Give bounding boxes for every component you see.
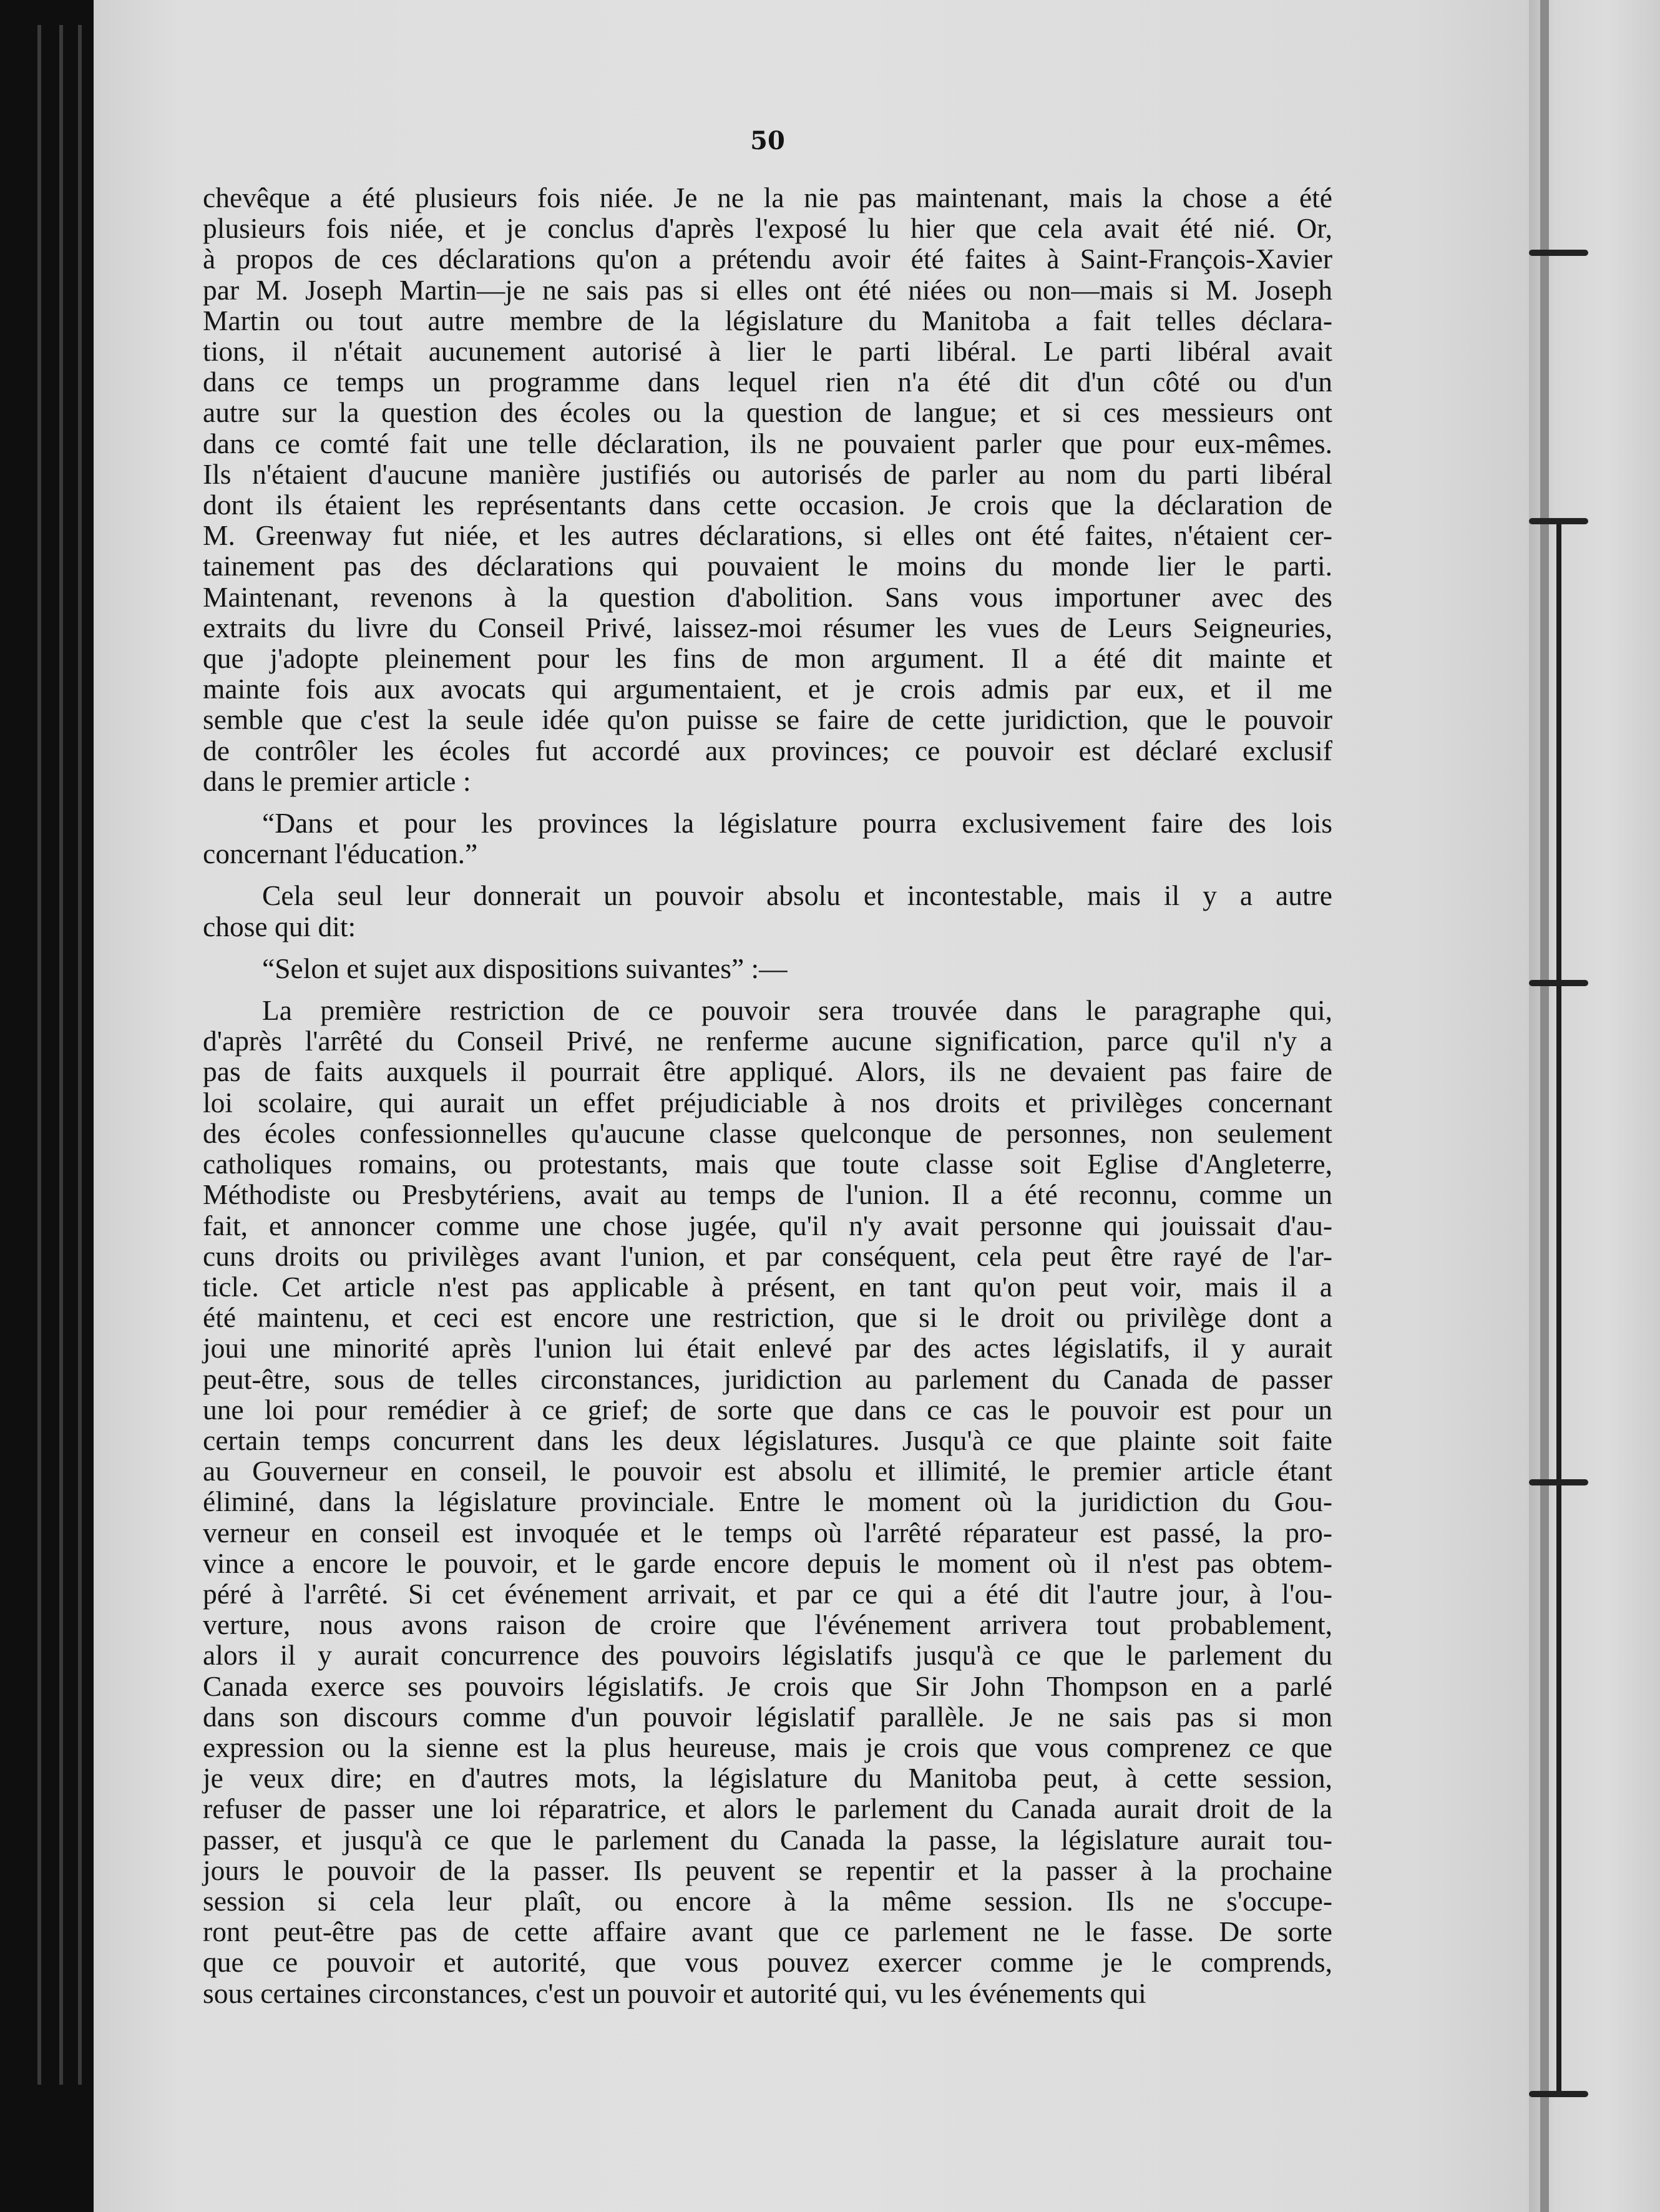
text-line: chevêque a été plusieurs fois niée. Je ne la nie pas maintenant, mais la chose a été	[203, 182, 1332, 213]
text-line: ront peut-être pas de cette affaire avant que ce parlement ne le fasse. De sorte	[203, 1916, 1332, 1948]
text-line: refuser de passer une loi réparatrice, et alors le parlement du Canada aurait droit de la	[203, 1793, 1332, 1825]
text-line: été maintenu, et ceci est encore une restriction, que si le droit ou privilège dont a	[203, 1301, 1332, 1334]
text-line: Maintenant, revenons à la question d'abolition. Sans vous importuner avec des	[203, 580, 1332, 613]
text-line: éliminé, dans la législature provinciale. Entre le moment où la juridiction du Gou-	[203, 1485, 1332, 1518]
text-line: loi scolaire, qui aurait un effet préjudiciable à nos droits et privilèges concernant	[203, 1086, 1332, 1118]
text-line: Canada exerce ses pouvoirs législatifs. Je crois que Sir John Thompson en a parlé	[203, 1670, 1332, 1702]
binding-spine	[1540, 0, 1549, 2212]
text-line: des écoles confessionnelles qu'aucune classe quelconque de personnes, non seulement	[203, 1117, 1332, 1149]
text-line: une loi pour remédier à ce grief; de sorte que dans ce cas le pouvoir est pour un	[203, 1393, 1332, 1426]
text-line: chose qui dit:	[203, 910, 356, 942]
binding-stitch	[1529, 2091, 1588, 2097]
text-line: dont ils étaient les représentants dans cette occasion. Je crois que la déclaration de	[203, 489, 1332, 521]
text-line: “Selon et sujet aux dispositions suivantes” :—	[262, 952, 788, 984]
text-line: que ce pouvoir et autorité, que vous pouvez exercer comme je le comprends,	[203, 1946, 1332, 1979]
left-page-edge	[0, 0, 100, 2212]
text-line: cuns droits ou privilèges avant l'union, et par conséquent, cela peut être rayé de l'ar-	[203, 1240, 1332, 1272]
text-line: Cela seul leur donnerait un pouvoir absolu et incontestable, mais il y a autre	[262, 879, 1332, 912]
text-line: d'après l'arrêté du Conseil Privé, ne renferme aucune signification, parce qu'il n'y a	[203, 1025, 1332, 1057]
text-line: expression ou la sienne est la plus heureuse, mais je crois que vous comprenez ce que	[203, 1731, 1332, 1763]
text-line: verture, nous avons raison de croire que l'événement arrivera tout probablement,	[203, 1608, 1332, 1641]
text-line: plusieurs fois niée, et je conclus d'après l'exposé lu hier que cela avait été nié. Or,	[203, 212, 1332, 245]
text-line: vince a encore le pouvoir, et le garde encore depuis le moment où il n'est pas obtem-	[203, 1547, 1332, 1579]
text-line: par M. Joseph Martin—je ne sais pas si elles ont été niées ou non—mais si M. Joseph	[203, 273, 1332, 306]
text-line: concernant l'éducation.”	[203, 838, 478, 870]
text-line: “Dans et pour les provinces la législature pourra exclusivement faire des lois	[262, 807, 1332, 839]
binding-stitch	[1529, 980, 1588, 986]
text-line: peut-être, sous de telles circonstances, juridiction au parlement du Canada de passer	[203, 1363, 1332, 1395]
text-line: extraits du livre du Conseil Privé, laissez-moi résumer les vues de Leurs Seigneuries,	[203, 611, 1332, 644]
paragraph	[203, 182, 1332, 796]
binding-stitch	[1529, 1479, 1588, 1485]
binding-thread	[1556, 518, 1561, 2097]
text-line: je veux dire; en d'autres mots, la législature du Manitoba peut, à cette session,	[203, 1762, 1332, 1794]
text-line: M. Greenway fut niée, et les autres déclarations, si elles ont été faites, n'étaient cer-	[203, 519, 1332, 552]
text-line: mainte fois aux avocats qui argumentaient, et je crois admis par eux, et il me	[203, 673, 1332, 705]
text-line: au Gouverneur en conseil, le pouvoir est absolu et illimité, le premier article étant	[203, 1455, 1332, 1487]
paragraph	[203, 995, 1332, 2009]
text-line: dans le premier article :	[203, 765, 471, 797]
binding-stitch	[1529, 250, 1588, 256]
binding-stitch	[1529, 518, 1588, 524]
text-line: dans ce comté fait une telle déclaration, ils ne pouvaient parler que pour eux-mêmes.	[203, 427, 1332, 459]
text-line: verneur en conseil est invoquée et le temps où l'arrêté réparateur est passé, la pro-	[203, 1516, 1332, 1549]
text-line: La première restriction de ce pouvoir sera trouvée dans le paragraphe qui,	[262, 994, 1332, 1027]
binding-strip	[1529, 0, 1660, 2212]
page-edge-strip	[37, 25, 41, 2085]
text-line: tainement pas des déclarations qui pouvaient le moins du monde lier le parti.	[203, 550, 1332, 582]
text-line: Ils n'étaient d'aucune manière justifiés ou autorisés de parler au nom du parti libéral	[203, 458, 1332, 490]
text-line: alors il y aurait concurrence des pouvoirs législatifs jusqu'à ce que le parlement du	[203, 1639, 1332, 1671]
paragraph	[203, 880, 1332, 941]
text-line: fait, et annoncer comme une chose jugée, qu'il n'y avait personne qui jouissait d'au-	[203, 1209, 1332, 1241]
paragraph	[203, 953, 1332, 984]
text-line: session si cela leur plaît, ou encore à la même session. Ils ne s'occupe-	[203, 1884, 1332, 1917]
page-edge-strip	[78, 25, 82, 2085]
text-line: dans son discours comme d'un pouvoir législatif parallèle. Je ne sais pas si mon	[203, 1700, 1332, 1733]
text-line: Martin ou tout autre membre de la législature du Manitoba a fait telles déclara-	[203, 304, 1332, 336]
text-line: sous certaines circonstances, c'est un pouvoir et autorité qui, vu les événements qui	[203, 1977, 1146, 2009]
text-line: semble que c'est la seule idée qu'on puisse se faire de cette juridiction, que le pouvoir	[203, 703, 1332, 736]
page-number: 50	[750, 126, 785, 155]
text-line: à propos de ces déclarations qu'on a prétendu avoir été faites à Saint-François-Xavier	[203, 243, 1332, 275]
text-line: pas de faits auxquels il pourrait être appliqué. Alors, ils ne devaient pas faire de	[203, 1055, 1332, 1088]
text-line: ticle. Cet article n'est pas applicable à présent, en tant qu'on peut voir, mais il a	[203, 1270, 1332, 1303]
text-line: tions, il n'était aucunement autorisé à lier le parti libéral. Le parti libéral avait	[203, 335, 1332, 368]
page-edge-strip	[59, 25, 63, 2085]
text-line: autre sur la question des écoles ou la question de langue; et si ces messieurs ont	[203, 396, 1332, 429]
text-line: Méthodiste ou Presbytériens, avait au temps de l'union. Il a été reconnu, comme un	[203, 1178, 1332, 1211]
text-line: que j'adopte pleinement pour les fins de mon argument. Il a été dit mainte et	[203, 642, 1332, 675]
text-line: catholiques romains, ou protestants, mais que toute classe soit Eglise d'Angleterre,	[203, 1148, 1332, 1180]
body-text	[203, 182, 1332, 2009]
paragraph	[203, 808, 1332, 869]
text-line: certain temps concurrent dans les deux législatures. Jusqu'à ce que plainte soit faite	[203, 1424, 1332, 1456]
text-line: de contrôler les écoles fut accordé aux provinces; ce pouvoir est déclaré exclusif	[203, 734, 1332, 766]
text-line: passer, et jusqu'à ce que le parlement du Canada la passe, la législature aurait tou-	[203, 1823, 1332, 1856]
text-line: dans ce temps un programme dans lequel rien n'a été dit d'un côté ou d'un	[203, 366, 1332, 398]
text-line: jours le pouvoir de la passer. Ils peuvent se repentir et la passer à la prochaine	[203, 1854, 1332, 1886]
text-line: péré à l'arrêté. Si cet événement arrivait, et par ce qui a été dit l'autre jour, à l'ou-	[203, 1577, 1332, 1610]
text-line: joui une minorité après l'union lui était enlevé par des actes législatifs, il y aurait	[203, 1332, 1332, 1364]
